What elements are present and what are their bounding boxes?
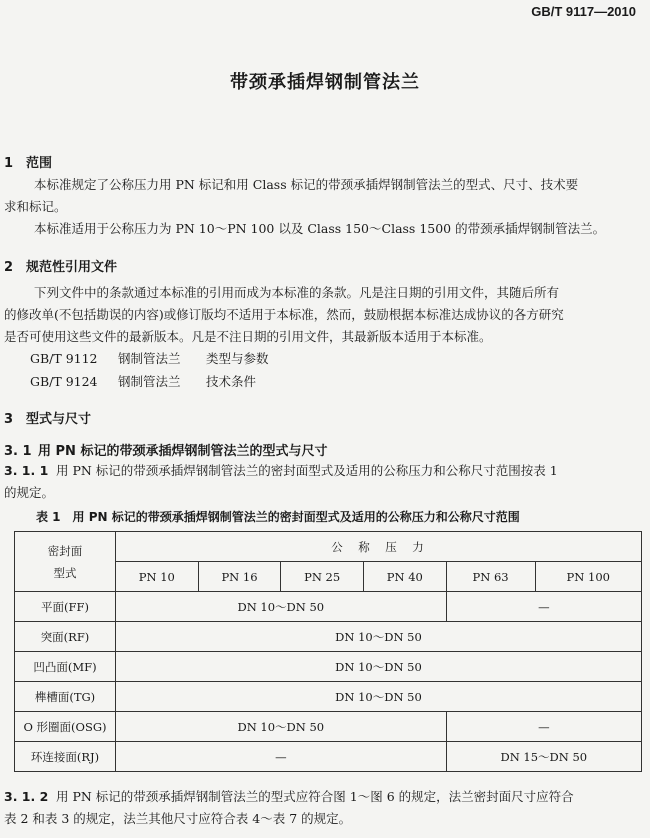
section-2-heading <box>4 256 117 275</box>
reference-desc: 技术条件 <box>206 374 257 389</box>
subsection-title: 用 PN 标记的带颈承插焊钢制管法兰的型式与尺寸 <box>38 444 328 459</box>
table-header-row <box>15 532 642 562</box>
column-header: PN 16 <box>198 562 281 592</box>
column-header: PN 100 <box>535 562 641 592</box>
table-cell: — <box>446 712 641 742</box>
table-corner-header <box>15 532 116 592</box>
subsection-3-1-1-line-1 <box>4 460 558 482</box>
section-1-paragraph-1-line-2: 求和标记。 <box>4 199 67 214</box>
reference-name: 钢制管法兰 <box>118 374 181 389</box>
table-cell: DN 10～DN 50 <box>116 592 447 622</box>
table-1-caption: 表 1 用 PN 标记的带颈承插焊钢制管法兰的密封面型式及适用的公称压力和公称尺寸范围 <box>36 510 520 524</box>
clause-number: 3. 1. 1 <box>4 463 49 478</box>
table-row <box>15 652 642 682</box>
table-row <box>15 592 642 622</box>
section-2-paragraph-line-1: 下列文件中的条款通过本标准的引用而成为本标准的条款。凡是注日期的引用文件，其随后所有 <box>34 285 560 300</box>
row-header: O 形圈面(OSG) <box>15 712 116 742</box>
section-title: 规范性引用文件 <box>26 260 118 275</box>
subsection-3-1-1-line-2: 的规定。 <box>4 485 55 500</box>
clause-text: 用 PN 标记的带颈承插焊钢制管法兰的密封面型式及适用的公称压力和公称尺寸范围按表 1 <box>56 463 558 478</box>
subsection-number: 3. 1 <box>4 444 32 459</box>
subsection-3-1-2-line-1 <box>4 786 574 808</box>
section-1-paragraph-2: 本标准适用于公称压力为 PN 10～PN 100 以及 Class 150～Class 1500 的带颈承插焊钢制管法兰。 <box>34 221 606 236</box>
section-1-heading <box>4 152 52 171</box>
section-2-paragraph-line-3: 是否可使用这些文件的最新版本。凡是不注日期的引用文件，其最新版本适用于本标准。 <box>4 329 492 344</box>
section-title: 型式与尺寸 <box>26 412 92 427</box>
section-3-heading <box>4 408 91 427</box>
reference-code: GB/T 9124 <box>30 374 98 389</box>
document-title: 带颈承插焊钢制管法兰 <box>230 72 420 93</box>
section-title: 范围 <box>26 156 53 171</box>
column-header: PN 63 <box>446 562 535 592</box>
subsection-3-1-2-line-2: 表 2 和表 3 的规定，法兰其他尺寸应符合表 4～表 7 的规定。 <box>4 811 352 826</box>
clause-number: 3. 1. 2 <box>4 789 49 804</box>
row-header: 平面(FF) <box>15 592 116 622</box>
reference-name: 钢制管法兰 <box>118 351 181 366</box>
reference-item <box>30 371 256 393</box>
table-cell: DN 15～DN 50 <box>446 742 641 772</box>
column-header: PN 25 <box>281 562 364 592</box>
reference-item <box>30 348 269 370</box>
table-row <box>15 682 642 712</box>
table-1 <box>14 531 642 772</box>
section-number: 1 <box>4 156 14 171</box>
clause-text: 用 PN 标记的带颈承插焊钢制管法兰的型式应符合图 1～图 6 的规定，法兰密封面尺寸应符合 <box>56 789 574 804</box>
standard-code: GB/T 9117—2010 <box>531 4 636 19</box>
subsection-3-1-heading <box>4 440 327 459</box>
table-cell: — <box>446 592 641 622</box>
reference-code: GB/T 9112 <box>30 351 98 366</box>
column-header: PN 10 <box>116 562 199 592</box>
table-row <box>15 712 642 742</box>
table-row <box>15 622 642 652</box>
table-cell: DN 10～DN 50 <box>116 652 642 682</box>
reference-desc: 类型与参数 <box>206 351 269 366</box>
section-number: 3 <box>4 412 14 427</box>
table-row <box>15 742 642 772</box>
section-number: 2 <box>4 260 14 275</box>
corner-line-1: 密封面 <box>47 543 83 558</box>
pressure-header: 公 称 压 力 <box>116 532 642 562</box>
section-2-paragraph-line-2: 的修改单(不包括勘误的内容)或修订版均不适用于本标准，然而，鼓励根据本标准达成协议的各方研究 <box>4 307 564 322</box>
row-header: 凹凸面(MF) <box>15 652 116 682</box>
section-1-paragraph-1-line-1: 本标准规定了公称压力用 PN 标记和用 Class 标记的带颈承插焊钢制管法兰的型式、尺寸、技术要 <box>34 177 579 192</box>
row-header: 环连接面(RJ) <box>15 742 116 772</box>
row-header: 突面(RF) <box>15 622 116 652</box>
row-header: 榫槽面(TG) <box>15 682 116 712</box>
column-header: PN 40 <box>363 562 446 592</box>
table-cell: DN 10～DN 50 <box>116 682 642 712</box>
table-cell: — <box>116 742 447 772</box>
table-cell: DN 10～DN 50 <box>116 622 642 652</box>
table-cell: DN 10～DN 50 <box>116 712 447 742</box>
corner-line-2: 型式 <box>53 565 77 580</box>
